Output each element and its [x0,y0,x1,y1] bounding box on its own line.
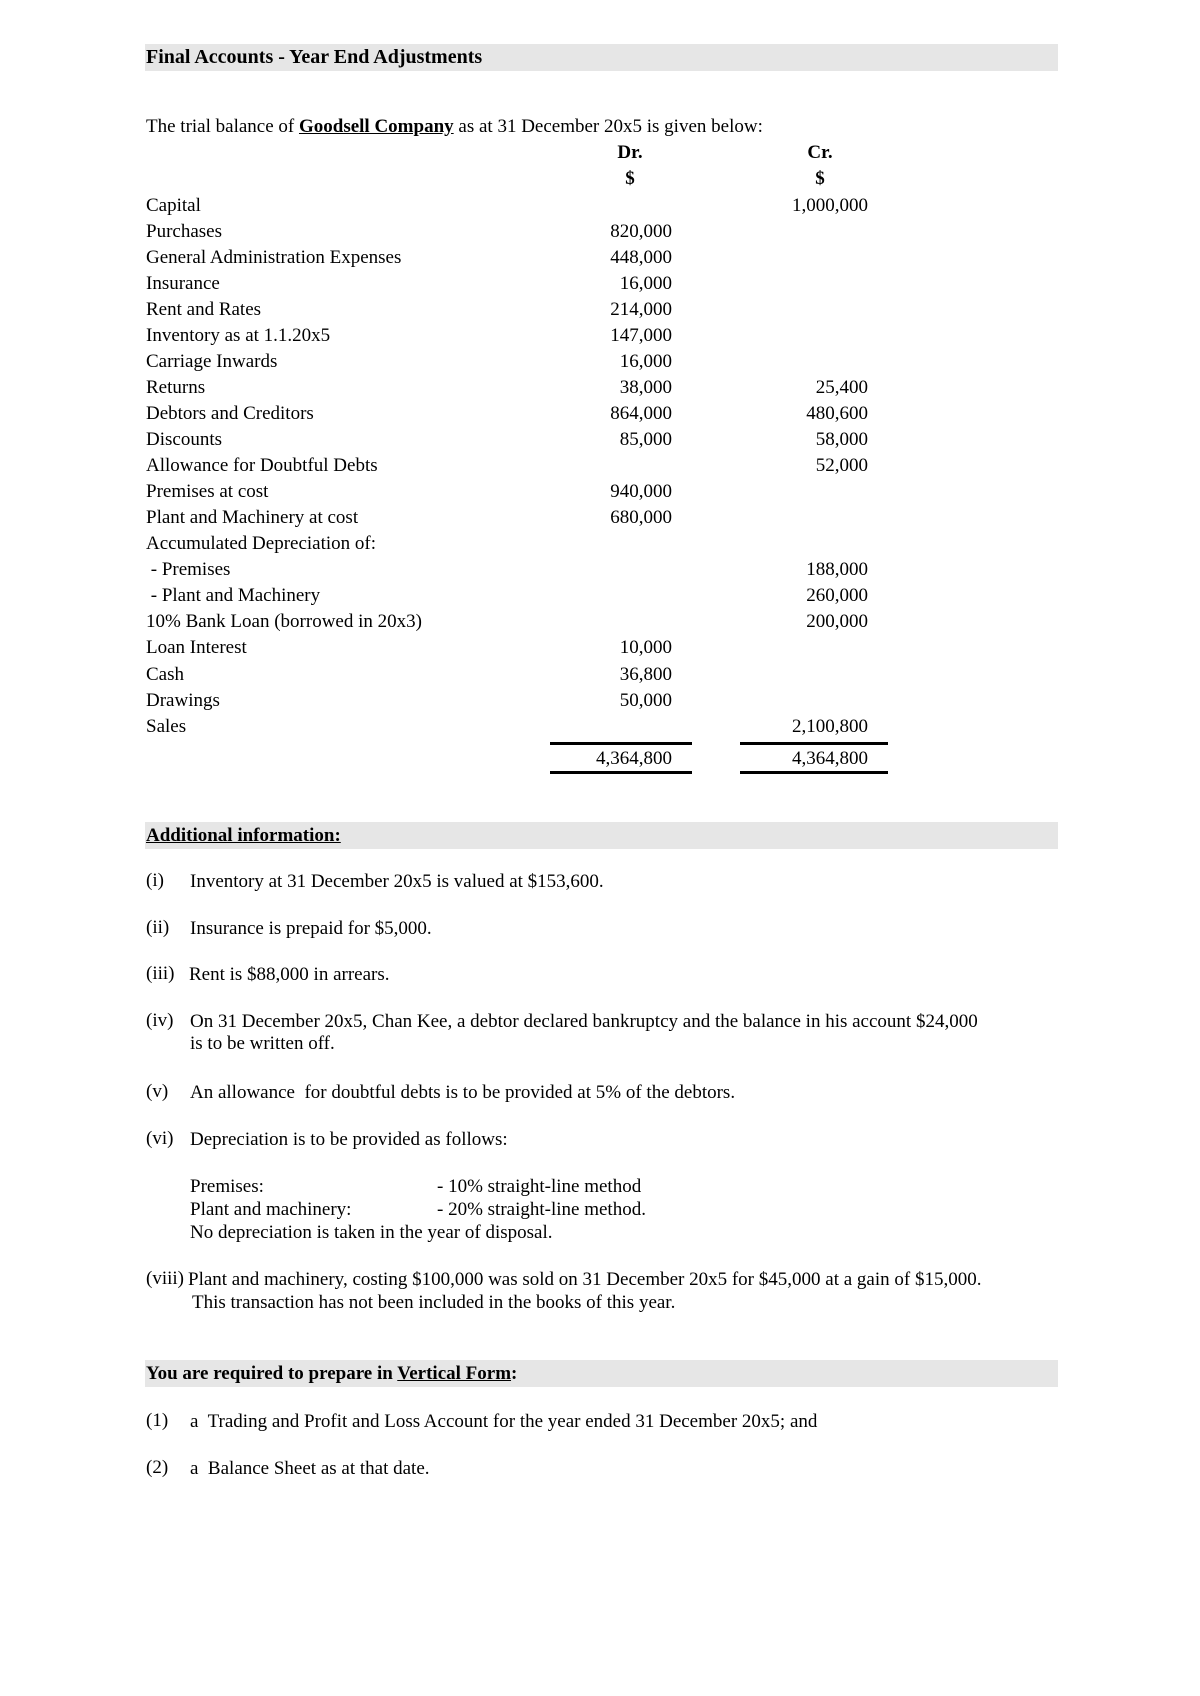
row-label: Plant and Machinery at cost [146,507,359,528]
row-cr: 480,600 [806,403,868,424]
row-label: Loan Interest [146,637,247,658]
item-number: (vi) [146,1128,174,1149]
required-heading [146,1360,517,1387]
row-dr: 50,000 [619,690,672,711]
row-label: Accumulated Depreciation of: [146,533,377,554]
dr-column-header: Dr. [617,142,643,163]
row-label: Sales [146,716,187,737]
item-text: On 31 December 20x5, Chan Kee, a debtor declared bankruptcy and the balance in his account $24,000 [190,1011,978,1032]
dr-currency-unit: $ [625,168,635,189]
dr-total-top-rule [550,742,692,745]
item-text: Insurance is prepaid for $5,000. [190,918,432,939]
row-dr: 10,000 [619,637,672,658]
required-item-number: (2) [146,1457,169,1478]
row-label: Capital [146,195,201,216]
item-text-continued: is to be written off. [190,1033,335,1054]
page-title: Final Accounts - Year End Adjustments [146,46,483,68]
row-cr: 200,000 [806,611,868,632]
item-number: (i) [146,870,164,891]
row-dr: 680,000 [610,507,672,528]
item-number: (viii) [146,1268,184,1289]
row-label: 10% Bank Loan (borrowed in 20x3) [146,611,422,632]
item-text-continued: This transaction has not been included in the books of this year. [192,1292,676,1313]
row-label: Rent and Rates [146,299,262,320]
cr-currency-unit: $ [815,168,825,189]
dr-total: 4,364,800 [596,748,672,769]
row-label: Premises at cost [146,481,269,502]
intro-suffix: as at 31 December 20x5 is given below: [453,116,763,137]
row-label: Returns [146,377,206,398]
row-label: Insurance [146,273,220,294]
row-label: Discounts [146,429,222,450]
item-text: Plant and machinery, costing $100,000 was sold on 31 December 20x5 for $45,000 at a gain of $15,000. [188,1269,982,1290]
row-cr: 260,000 [806,585,868,606]
company-name: Goodsell Company [298,116,454,137]
additional-info-heading: Additional information: [146,825,341,846]
item-number: (iii) [146,963,175,984]
row-dr: 147,000 [610,325,672,346]
row-dr: 85,000 [619,429,672,450]
row-dr: 214,000 [610,299,672,320]
cr-column-header: Cr. [807,142,833,163]
intro-sentence [146,116,763,138]
depreciation-method: - 10% straight-line method [437,1176,642,1197]
required-item-number: (1) [146,1410,169,1431]
row-dr: 36,800 [619,664,672,685]
item-text: Rent is $88,000 in arrears. [189,964,390,985]
row-dr: 940,000 [610,481,672,502]
cr-total-top-rule [740,742,888,745]
row-cr: 1,000,000 [792,195,868,216]
required-heading-suffix: : [511,1363,518,1384]
vertical-form-label: Vertical Form [397,1363,512,1384]
cr-total-bottom-rule [740,771,888,774]
row-cr: 25,400 [815,377,868,398]
row-dr: 448,000 [610,247,672,268]
row-label: Drawings [146,690,220,711]
cr-total: 4,364,800 [792,748,868,769]
row-dr: 16,000 [619,351,672,372]
required-item-text: a Balance Sheet as at that date. [190,1458,430,1479]
dr-total-bottom-rule [550,771,692,774]
row-dr: 820,000 [610,221,672,242]
item-number: (iv) [146,1010,174,1031]
row-label: General Administration Expenses [146,247,402,268]
row-label: - Plant and Machinery [146,585,321,606]
required-item-text: a Trading and Profit and Loss Account for the year ended 31 December 20x5; and [190,1411,818,1432]
row-label: Allowance for Doubtful Debts [146,455,378,476]
row-label: Purchases [146,221,222,242]
row-dr: 864,000 [610,403,672,424]
row-label: Cash [146,664,184,685]
required-heading-prefix: You are required to prepare in [146,1363,398,1384]
row-label: - Premises [146,559,231,580]
row-cr: 2,100,800 [792,716,868,737]
item-number: (v) [146,1081,169,1102]
row-label: Inventory as at 1.1.20x5 [146,325,331,346]
depreciation-asset: Premises: [190,1176,264,1197]
row-dr: 38,000 [619,377,672,398]
row-label: Carriage Inwards [146,351,278,372]
row-cr: 58,000 [815,429,868,450]
intro-prefix: The trial balance of [146,116,299,137]
row-cr: 188,000 [806,559,868,580]
item-text: Depreciation is to be provided as follows: [190,1129,508,1150]
item-number: (ii) [146,917,170,938]
depreciation-method: - 20% straight-line method. [437,1199,646,1220]
row-label: Debtors and Creditors [146,403,314,424]
item-text: Inventory at 31 December 20x5 is valued at $153,600. [190,871,604,892]
row-dr: 16,000 [619,273,672,294]
depreciation-asset: Plant and machinery: [190,1199,352,1220]
row-cr: 52,000 [815,455,868,476]
item-text: An allowance for doubtful debts is to be provided at 5% of the debtors. [190,1082,736,1103]
depreciation-note: No depreciation is taken in the year of disposal. [190,1222,553,1243]
